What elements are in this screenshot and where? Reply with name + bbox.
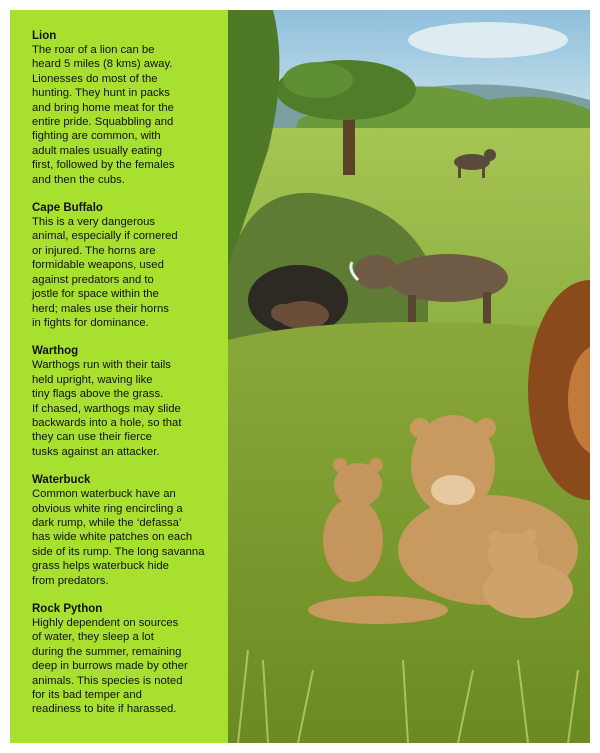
entry-lion xyxy=(32,29,220,187)
entry-waterbuck xyxy=(32,473,220,588)
savanna-scene xyxy=(228,10,590,743)
entry-body: This is a very dangerous animal, especially if cornered or injured. The horns are formidable weapons, used against predators and to jostle for space within the herd; males use their horns in fights for dominance. xyxy=(32,216,178,329)
entry-title: Cape Buffalo xyxy=(32,202,103,215)
entry-cape-buffalo xyxy=(32,201,220,330)
entry-title: Rock Python xyxy=(32,603,103,615)
entry-rock-python xyxy=(32,602,220,717)
entry-title: Lion xyxy=(32,30,57,42)
savanna-illustration xyxy=(228,10,590,743)
cloud xyxy=(408,22,568,58)
entry-body: The roar of a lion can be heard 5 miles (8 kms) away. Lionesses do most of the hunting. They hunt in packs and bring home meat for the entire pride. Squabbling and fighting are common, with adult males usually eating first, followed by the females and then the cubs. xyxy=(32,44,175,186)
entry-title: Waterbuck xyxy=(32,474,91,487)
tree-canopy xyxy=(283,62,353,98)
entry-body: Highly dependent on sources of water, they sleep a lot during the summer, remaining deep in burrows made by other animals. This species is noted for its bad temper and readiness to bite if harassed. xyxy=(32,617,188,716)
text-panel xyxy=(10,10,228,743)
entry-body: Common waterbuck have an obvious white ring encircling a dark rump, while the ‘defassa’ has wide white patches on each side of its rump. The long savanna grass helps waterbuck hide from predators. xyxy=(32,488,205,587)
entry-title: Warthog xyxy=(32,345,79,358)
entry-body: Warthogs run with their tails held upright, waving like tiny flags above the grass. If chased, warthogs may slide backwards into a hole, so that they can use their fierce tusks against an attacker. xyxy=(32,359,182,458)
entry-warthog xyxy=(32,344,220,459)
